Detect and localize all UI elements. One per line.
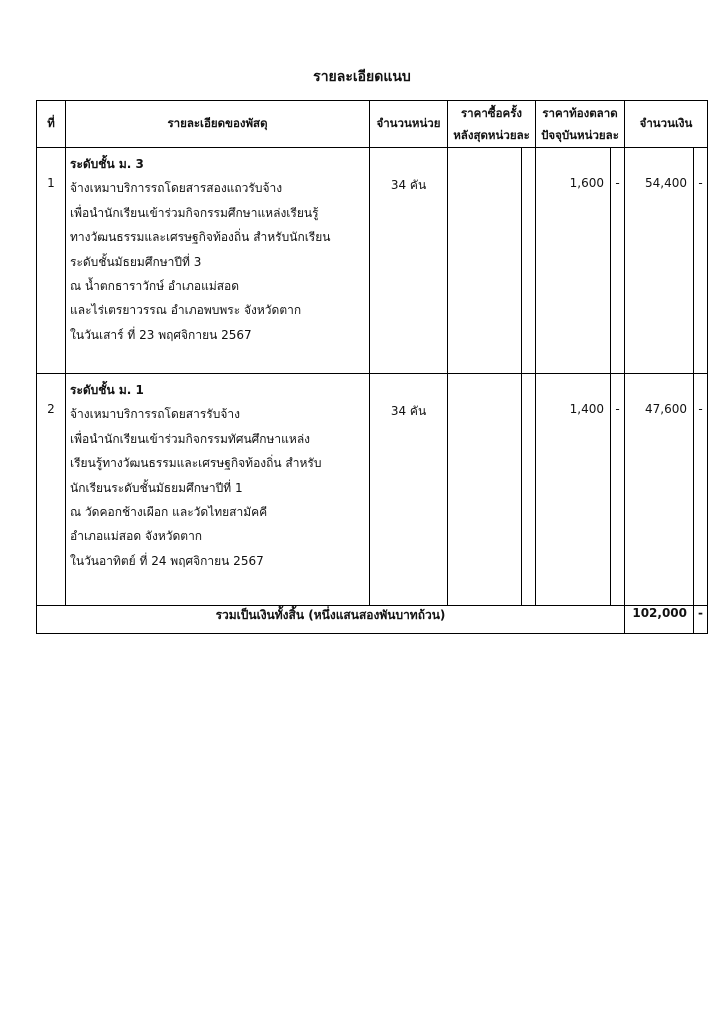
- item-level: ระดับชั้น ม. 1: [70, 383, 144, 397]
- item-description: [66, 374, 370, 606]
- header-market-price-line1: ราคาท้องตลาด: [542, 106, 618, 120]
- item-market-price: 1,600: [536, 148, 611, 374]
- item-market-price-satang: -: [611, 148, 625, 374]
- header-last-price-line1: ราคาซื้อครั้ง: [461, 106, 522, 120]
- item-line: เพื่อนำนักเรียนเข้าร่วมกิจกรรมทัศนศึกษาแหล่ง: [70, 431, 311, 446]
- header-quantity: จำนวนหน่วย: [370, 101, 448, 148]
- item-line: เรียนรู้ทางวัฒนธรรมและเศรษฐกิจท้องถิ่น สำหรับ: [70, 456, 322, 471]
- item-amount-satang: -: [694, 374, 708, 606]
- item-number: 2: [37, 374, 66, 606]
- item-level: ระดับชั้น ม. 3: [70, 157, 144, 171]
- item-last-price: [448, 374, 522, 606]
- item-number: 1: [37, 148, 66, 374]
- document-title: รายละเอียดแนบ: [313, 69, 411, 85]
- total-satang: -: [694, 606, 708, 634]
- table-row: [37, 374, 708, 606]
- item-line: ในวันเสาร์ ที่ 23 พฤศจิกายน 2567: [70, 327, 252, 342]
- item-line: ณ น้ำตกธาราวักษ์ อำเภอแม่สอด: [70, 279, 240, 294]
- total-row: [37, 606, 708, 634]
- item-quantity: 34 คัน: [370, 374, 448, 606]
- table-header-row: [37, 101, 708, 148]
- total-label: รวมเป็นเงินทั้งสิ้น (หนึ่งแสนสองพันบาทถ้วน): [37, 606, 625, 634]
- item-line: จ้างเหมาบริการรถโดยสารสองแถวรับจ้าง: [70, 181, 283, 196]
- item-last-price: [448, 148, 522, 374]
- header-description: รายละเอียดของพัสดุ: [66, 101, 370, 148]
- item-line: อำเภอแม่สอด จังหวัดตาก: [70, 529, 203, 544]
- item-line: ระดับชั้นมัธยมศึกษาปีที่ 3: [70, 254, 202, 269]
- item-market-price-satang: -: [611, 374, 625, 606]
- item-table: [36, 100, 708, 634]
- total-amount: 102,000: [625, 606, 694, 634]
- item-last-price-satang: [522, 148, 536, 374]
- header-market-price-line2: ปัจจุบันหน่วยละ: [541, 128, 619, 142]
- item-last-price-satang: [522, 374, 536, 606]
- item-line: จ้างเหมาบริการรถโดยสารรับจ้าง: [70, 407, 240, 422]
- item-line: ณ วัดคอกช้างเผือก และวัดไทยสามัคคี: [70, 505, 268, 520]
- item-amount: 47,600: [625, 374, 694, 606]
- item-line: ในวันอาทิตย์ ที่ 24 พฤศจิกายน 2567: [70, 553, 264, 568]
- table-row: [37, 148, 708, 374]
- item-market-price: 1,400: [536, 374, 611, 606]
- item-line: เพื่อนำนักเรียนเข้าร่วมกิจกรรมศึกษาแหล่งเรียนรู้: [70, 205, 319, 220]
- item-line: ทางวัฒนธรรมและเศรษฐกิจท้องถิ่น สำหรับนักเรียน: [70, 230, 331, 245]
- item-line: นักเรียนระดับชั้นมัธยมศึกษาปีที่ 1: [70, 480, 243, 495]
- header-last-price: [448, 101, 536, 148]
- header-amount: จำนวนเงิน: [625, 101, 708, 148]
- header-market-price: [536, 101, 625, 148]
- item-amount: 54,400: [625, 148, 694, 374]
- item-description: [66, 148, 370, 374]
- item-line: และไร่เตรยาวรรณ อำเภอพบพระ จังหวัดตาก: [70, 303, 302, 318]
- item-amount-satang: -: [694, 148, 708, 374]
- item-quantity: 34 คัน: [370, 148, 448, 374]
- header-last-price-line2: หลังสุดหน่วยละ: [453, 128, 530, 142]
- header-no: ที่: [37, 101, 66, 148]
